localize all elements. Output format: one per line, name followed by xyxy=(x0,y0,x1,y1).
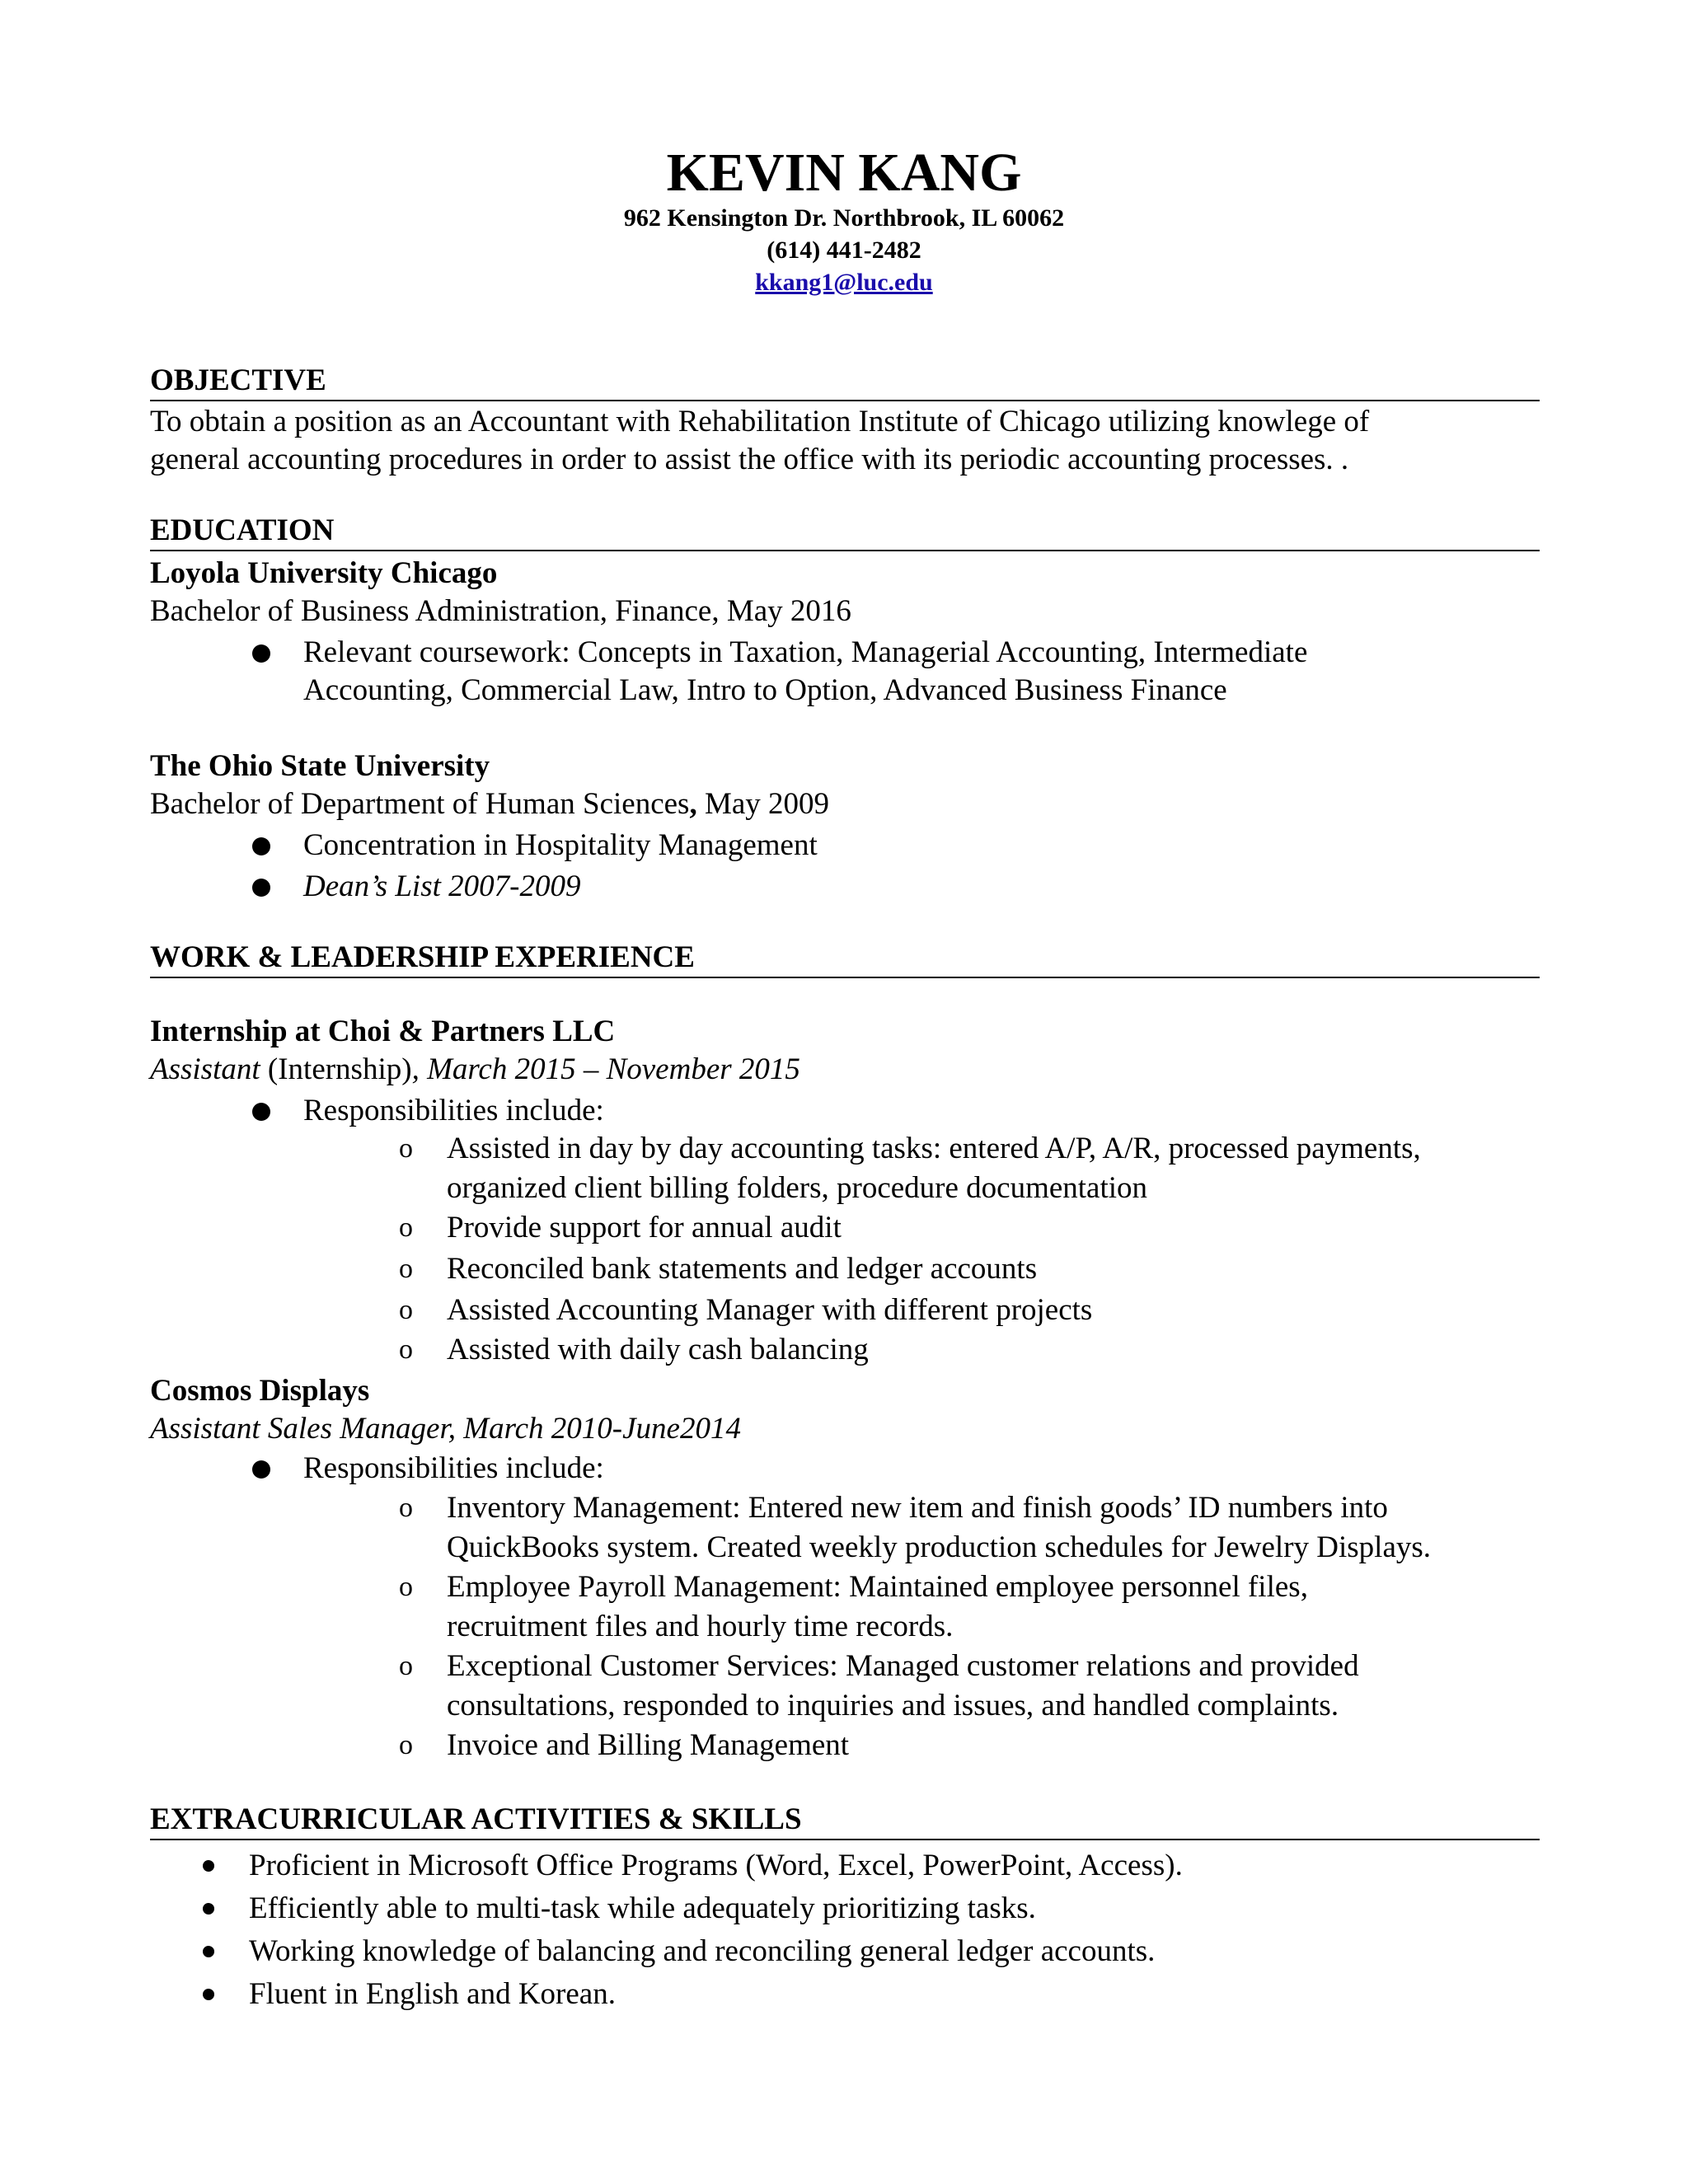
phone: (614) 441-2482 xyxy=(767,237,921,264)
responsibilities-label: Responsibilities include: xyxy=(303,1451,604,1485)
bullet-dot-icon xyxy=(252,644,270,663)
bullet-dot-icon xyxy=(252,1460,270,1479)
responsibility-line: organized client billing folders, procedure documentation xyxy=(447,1171,1148,1205)
sub-bullet-marker: o xyxy=(399,1730,413,1760)
degree: Bachelor of Business Administration, Finance, May 2016 xyxy=(150,594,851,628)
job-title-text: Assistant xyxy=(150,1052,260,1086)
responsibility-line: Exceptional Customer Services: Managed customer relations and provided xyxy=(447,1649,1359,1683)
job-title xyxy=(150,1052,800,1088)
job-title: Assistant Sales Manager, March 2010-June2014 xyxy=(150,1412,741,1446)
objective-line-1: To obtain a position as an Accountant with Rehabilitation Institute of Chicago utilizing knowlege of xyxy=(150,405,1370,438)
coursework-line-1: Relevant coursework: Concepts in Taxation, Managerial Accounting, Intermediate xyxy=(303,635,1308,669)
section-heading-activities: EXTRACURRICULAR ACTIVITIES & SKILLS xyxy=(150,1802,1540,1840)
address: 962 Kensington Dr. Northbrook, IL 60062 xyxy=(623,204,1065,232)
bullet-dot-icon xyxy=(252,837,270,855)
email-row xyxy=(0,267,1688,298)
degree xyxy=(150,786,829,823)
section-heading-work: WORK & LEADERSHIP EXPERIENCE xyxy=(150,940,1540,978)
responsibility-line: QuickBooks system. Created weekly production schedules for Jewelry Displays. xyxy=(447,1530,1432,1564)
skill-item: Working knowledge of balancing and reconciling general ledger accounts. xyxy=(249,1934,1156,1968)
job-title-note: (Internship) xyxy=(260,1052,412,1086)
skill-item: Efficiently able to multi-task while adequately prioritizing tasks. xyxy=(249,1891,1036,1925)
company-name: Cosmos Displays xyxy=(150,1374,370,1408)
responsibility-line: consultations, responded to inquiries and issues, and handled complaints. xyxy=(447,1689,1339,1722)
company-name: Internship at Choi & Partners LLC xyxy=(150,1015,616,1048)
school-name: Loyola University Chicago xyxy=(150,556,498,590)
resume-name: KEVIN KANG xyxy=(666,143,1022,203)
sub-bullet-marker: o xyxy=(399,1572,413,1602)
bullet-dot-icon xyxy=(203,1903,214,1915)
bullet-dot-icon xyxy=(252,879,270,897)
sub-bullet-marker: o xyxy=(399,1133,413,1164)
coursework-line-2: Accounting, Commercial Law, Intro to Option, Advanced Business Finance xyxy=(303,673,1227,707)
bullet-dot-icon xyxy=(203,1860,214,1872)
sub-bullet-marker: o xyxy=(399,1334,413,1365)
skill-item: Proficient in Microsoft Office Programs (Word, Excel, PowerPoint, Access). xyxy=(249,1849,1183,1882)
responsibility-line: Assisted with daily cash balancing xyxy=(447,1333,869,1366)
responsibility-line: Employee Payroll Management: Maintained employee personnel files, xyxy=(447,1570,1308,1604)
email-link[interactable]: kkang1@luc.edu xyxy=(755,269,933,296)
job-dates: , March 2015 – November 2015 xyxy=(411,1052,800,1086)
objective-line-2: general accounting procedures in order to assist the office with its periodic accounting processes. . xyxy=(150,443,1349,476)
degree-main: Bachelor of Department of Human Sciences xyxy=(150,787,690,821)
responsibility-line: Reconciled bank statements and ledger accounts xyxy=(447,1252,1038,1286)
bullet-dot-icon xyxy=(203,1946,214,1957)
responsibility-line: Invoice and Billing Management xyxy=(447,1728,850,1762)
responsibility-line: Assisted Accounting Manager with different projects xyxy=(447,1293,1093,1327)
education-bullet: Concentration in Hospitality Management xyxy=(303,828,818,862)
responsibility-line: Inventory Management: Entered new item and finish goods’ ID numbers into xyxy=(447,1491,1388,1525)
bullet-dot-icon xyxy=(203,1989,214,2000)
responsibility-line: recruitment files and hourly time records. xyxy=(447,1610,954,1643)
responsibility-line: Assisted in day by day accounting tasks: entered A/P, A/R, processed payments, xyxy=(447,1132,1421,1165)
sub-bullet-marker: o xyxy=(399,1295,413,1325)
bullet-dot-icon xyxy=(252,1103,270,1121)
section-heading-education: EDUCATION xyxy=(150,513,1540,551)
responsibility-line: Provide support for annual audit xyxy=(447,1211,842,1244)
degree-date: May 2009 xyxy=(696,787,830,821)
responsibilities-label: Responsibilities include: xyxy=(303,1094,604,1127)
degree-comma: , xyxy=(689,787,697,821)
sub-bullet-marker: o xyxy=(399,1212,413,1243)
sub-bullet-marker: o xyxy=(399,1651,413,1681)
sub-bullet-marker: o xyxy=(399,1493,413,1523)
school-name: The Ohio State University xyxy=(150,749,490,783)
sub-bullet-marker: o xyxy=(399,1254,413,1284)
skill-item: Fluent in English and Korean. xyxy=(249,1977,616,2011)
education-bullet: Dean’s List 2007-2009 xyxy=(303,869,581,903)
section-heading-objective: OBJECTIVE xyxy=(150,363,1540,401)
